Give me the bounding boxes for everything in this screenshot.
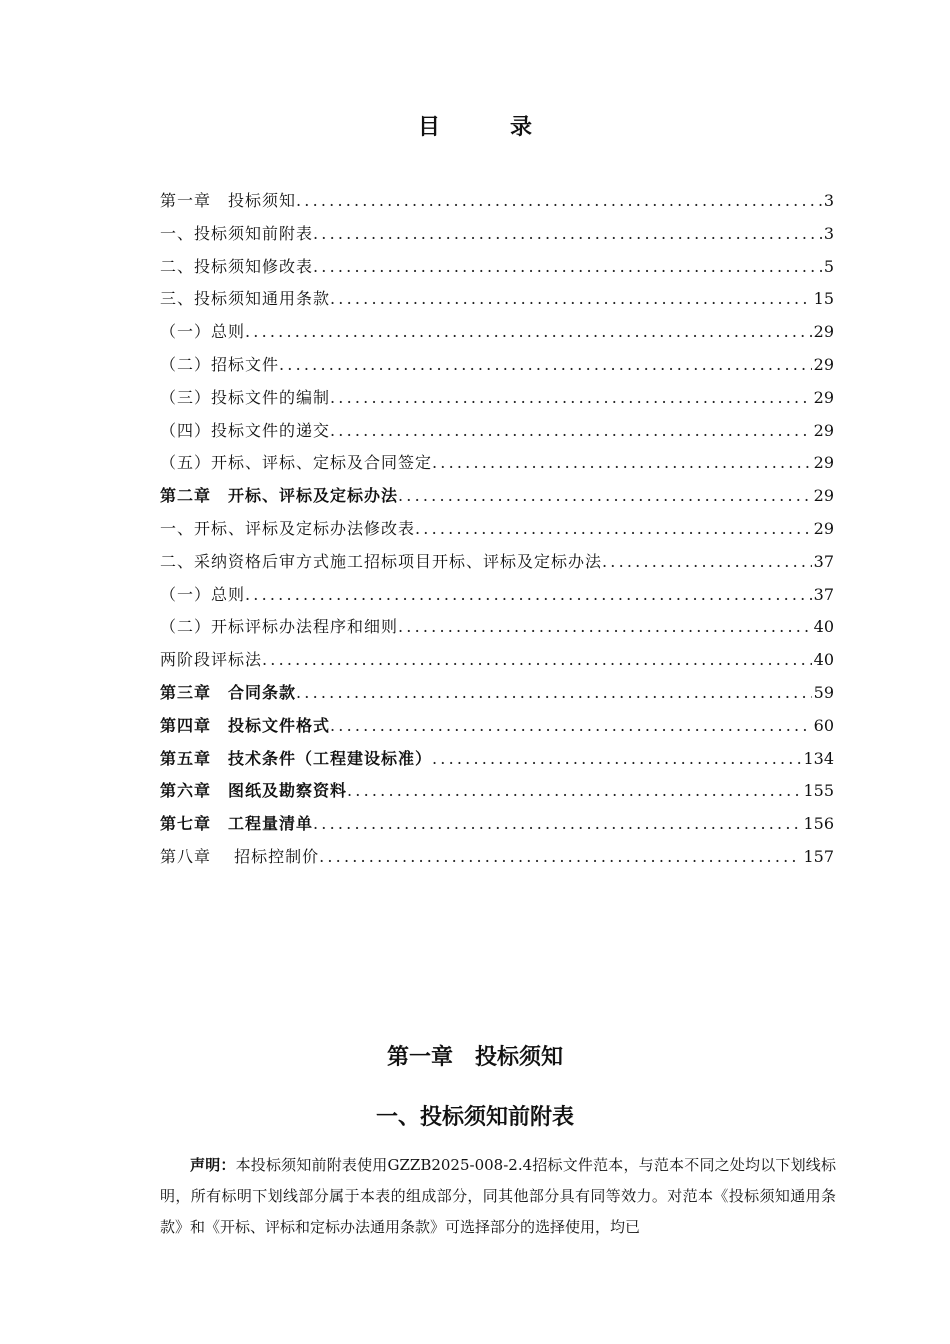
toc-entry[interactable] [160,349,834,382]
toc-entry-page: 29 [813,486,834,506]
toc-entry-text: 第三章 合同条款 [160,682,297,702]
toc-entry[interactable] [160,447,834,480]
toc-entry[interactable] [160,218,834,251]
toc-leader-dots [602,546,812,579]
toc-entry-page: 40 [813,650,834,670]
toc-leader-dots [330,415,812,448]
toc-entry-page: 156 [803,814,834,834]
toc-entry[interactable] [160,185,834,218]
toc-entry[interactable] [160,283,834,316]
toc-entry[interactable] [160,546,834,579]
toc-entry-page: 37 [813,584,834,604]
toc-entry-text: （一）总则 [160,322,246,342]
toc-entry-text: （五）开标、评标、定标及合同签定 [160,453,433,473]
toc-entry-text: 第四章 投标文件格式 [160,715,331,735]
statement-lead: 声明： [190,1156,236,1174]
toc-entry-text: 三、投标须知通用条款 [160,289,331,309]
toc-title-left: 目 [417,114,440,140]
toc-entry-page: 134 [803,748,834,768]
toc-entry[interactable] [160,513,834,546]
toc-leader-dots [313,218,822,251]
toc-leader-dots [313,808,801,841]
toc-entry[interactable] [160,316,834,349]
toc-entry[interactable] [160,841,834,874]
toc-entry-page: 59 [813,682,834,702]
toc-leader-dots [279,349,812,382]
toc-entry-text: 两阶段评标法 [160,650,263,670]
toc-leader-dots [313,251,822,284]
toc-entry[interactable] [160,775,834,808]
toc-entry-text: 第八章 招标控制价 [160,846,320,866]
toc-entry-page: 3 [823,223,834,243]
toc-leader-dots [296,185,822,218]
toc-entry-text: （三）投标文件的编制 [160,387,331,407]
toc-entry-text: 二、投标须知修改表 [160,256,314,276]
toc-leader-dots [330,382,812,415]
toc-entry[interactable] [160,611,834,644]
toc-entry[interactable] [160,579,834,612]
toc-leader-dots [262,644,812,677]
toc-entry-text: （二）招标文件 [160,354,280,374]
toc-entry-text: 第六章 图纸及勘察资料 [160,781,348,801]
chapter-title: 第一章 投标须知 [386,1044,563,1070]
toc-entry-page: 15 [813,289,834,309]
statement-body: 本投标须知前附表使用GZZB2025-008-2.4招标文件范本，与范本不同之处均以下划线标明，所有标明下划线部分属于本表的组成部分，同其他部分具有同等效力。对范本《投标须知通用条款》和《开标、评标和定标办法通用条款》可选择部分的选择使用，均已 [160,1156,836,1236]
toc-entry-page: 157 [803,846,834,866]
toc-entry-text: 第二章 开标、评标及定标办法 [160,486,399,506]
toc-entry[interactable] [160,415,834,448]
toc-entry-page: 40 [813,617,834,637]
toc-entry-page: 37 [813,551,834,571]
toc-entry[interactable] [160,382,834,415]
toc-entry[interactable] [160,808,834,841]
toc-entry[interactable] [160,743,834,776]
toc-leader-dots [330,283,812,316]
section-title: 一、投标须知前附表 [375,1104,574,1130]
toc-entry-page: 29 [813,518,834,538]
toc-leader-dots [330,710,812,743]
toc-leader-dots [398,480,812,513]
toc-entry-page: 3 [823,191,834,210]
toc-entry[interactable] [160,644,834,677]
toc-entry-page: 29 [813,322,834,342]
toc-entry[interactable] [160,251,834,284]
toc-entry-page: 29 [813,354,834,374]
toc-leader-dots [398,611,812,644]
toc-leader-dots [245,579,812,612]
toc-entry-page: 29 [813,453,834,473]
toc-leader-dots [432,447,812,480]
toc-entry-text: 一、开标、评标及定标办法修改表 [160,518,416,538]
toc-entry-text: 第七章 工程量清单 [160,814,314,834]
toc-leader-dots [296,677,812,710]
toc-entry-page: 60 [813,715,834,735]
toc-entry-text: 一、投标须知前附表 [160,223,314,243]
toc-leader-dots [432,743,801,776]
toc-entry-page: 155 [803,781,834,801]
toc-entry-page: 5 [823,256,834,276]
toc-entry[interactable] [160,480,834,513]
toc-entry-text: 二、采纳资格后审方式施工招标项目开标、评标及定标办法 [160,551,603,571]
toc-leader-dots [245,316,812,349]
toc-leader-dots [347,775,801,808]
toc-entry[interactable] [160,710,834,743]
toc-entry-page: 29 [813,387,834,407]
toc-title-right: 录 [510,114,533,140]
toc-entry-page: 29 [813,420,834,440]
table-of-contents [160,185,834,874]
toc-entry-text: 第五章 技术条件（工程建设标准） [160,748,433,768]
toc-leader-dots [415,513,812,546]
statement-paragraph [160,1150,836,1243]
toc-leader-dots [319,841,801,874]
toc-entry-text: （二）开标评标办法程序和细则 [160,617,399,637]
toc-entry-text: 第一章 投标须知 [160,191,297,210]
toc-entry[interactable] [160,677,834,710]
toc-entry-text: （四）投标文件的递交 [160,420,331,440]
toc-entry-text: （一）总则 [160,584,246,604]
toc-title [0,110,950,141]
